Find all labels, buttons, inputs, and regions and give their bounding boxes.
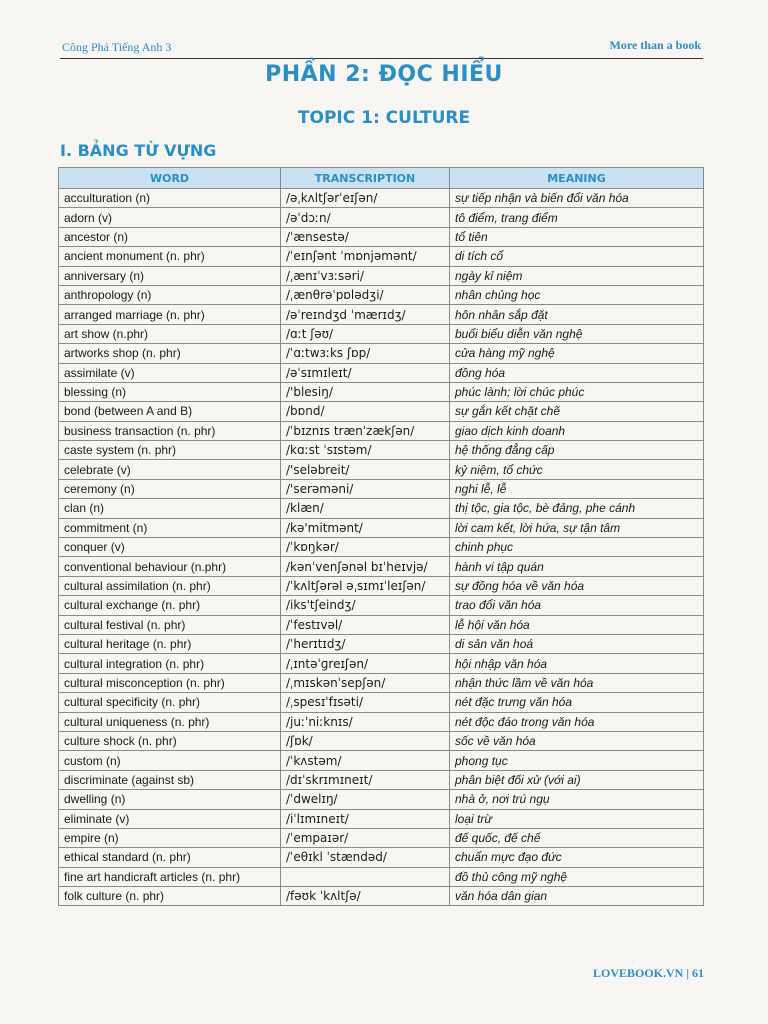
meaning-cell: đế quốc, đế chế xyxy=(450,828,704,847)
word-cell: ancestor (n) xyxy=(59,227,281,246)
transcription-cell: /ˌænθrəˈpɒlədʒi/ xyxy=(281,285,450,304)
transcription-cell: /ˈfestɪvəl/ xyxy=(281,615,450,634)
column-header-word: WORD xyxy=(59,168,281,189)
word-cell: cultural misconception (n. phr) xyxy=(59,673,281,692)
transcription-cell: /ˈdwelɪŋ/ xyxy=(281,790,450,809)
transcription-cell: /dɪˈskrɪmɪneɪt/ xyxy=(281,770,450,789)
meaning-cell: nét độc đáo trong văn hóa xyxy=(450,712,704,731)
section-title: I. BẢNG TỪ VỰNG xyxy=(60,141,217,160)
word-cell: cultural assimilation (n. phr) xyxy=(59,576,281,595)
table-row xyxy=(59,363,704,382)
transcription-cell: /ˈeɪnʃənt ˈmɒnjəmənt/ xyxy=(281,247,450,266)
word-cell: empire (n) xyxy=(59,828,281,847)
meaning-cell: nhận thức lầm về văn hóa xyxy=(450,673,704,692)
table-row xyxy=(59,227,704,246)
table-row xyxy=(59,770,704,789)
transcription-cell: /ˌspesɪˈfɪsəti/ xyxy=(281,693,450,712)
transcription-cell: /ˌænɪˈvɜːsəri/ xyxy=(281,266,450,285)
table-row xyxy=(59,848,704,867)
meaning-cell: sốc về văn hóa xyxy=(450,731,704,750)
table-row xyxy=(59,557,704,576)
book-title: Công Phá Tiếng Anh 3 xyxy=(62,40,172,54)
meaning-cell: phúc lành; lời chúc phúc xyxy=(450,382,704,401)
word-cell: cultural uniqueness (n. phr) xyxy=(59,712,281,731)
transcription-cell: /fəʊk ˈkʌltʃə/ xyxy=(281,887,450,906)
word-cell: cultural specificity (n. phr) xyxy=(59,693,281,712)
table-row xyxy=(59,460,704,479)
transcription-cell: /ˈherɪtɪdʒ/ xyxy=(281,634,450,653)
table-row xyxy=(59,441,704,460)
word-cell: dwelling (n) xyxy=(59,790,281,809)
table-row xyxy=(59,693,704,712)
transcription-cell: /iˈlɪmɪneɪt/ xyxy=(281,809,450,828)
table-row xyxy=(59,809,704,828)
meaning-cell: thị tộc, gia tộc, bè đảng, phe cánh xyxy=(450,499,704,518)
table-row xyxy=(59,247,704,266)
transcription-cell: /ˈkʌstəm/ xyxy=(281,751,450,770)
transcription-cell: /iks'tʃeindʒ/ xyxy=(281,596,450,615)
table-row xyxy=(59,615,704,634)
word-cell: cultural heritage (n. phr) xyxy=(59,634,281,653)
table-row xyxy=(59,421,704,440)
word-cell: bond (between A and B) xyxy=(59,402,281,421)
word-cell: conventional behaviour (n.phr) xyxy=(59,557,281,576)
column-header-meaning: MEANING xyxy=(450,168,704,189)
table-row xyxy=(59,479,704,498)
vocabulary-table xyxy=(58,167,704,906)
part-title: PHẦN 2: ĐỌC HIỂU xyxy=(265,62,503,87)
word-cell: caste system (n. phr) xyxy=(59,441,281,460)
transcription-cell: /juːˈniːknɪs/ xyxy=(281,712,450,731)
table-row xyxy=(59,189,704,208)
word-cell: conquer (v) xyxy=(59,538,281,557)
word-cell: adorn (v) xyxy=(59,208,281,227)
table-body xyxy=(59,189,704,906)
page-header xyxy=(60,38,703,59)
transcription-cell: /ˈempaɪər/ xyxy=(281,828,450,847)
word-cell: artworks shop (n. phr) xyxy=(59,344,281,363)
meaning-cell: kỷ niệm, tổ chức xyxy=(450,460,704,479)
transcription-cell: /'seləbreit/ xyxy=(281,460,450,479)
word-cell: custom (n) xyxy=(59,751,281,770)
transcription-cell: /'serəməni/ xyxy=(281,479,450,498)
table-row xyxy=(59,285,704,304)
word-cell: arranged marriage (n. phr) xyxy=(59,305,281,324)
word-cell: ceremony (n) xyxy=(59,479,281,498)
meaning-cell: hệ thống đẳng cấp xyxy=(450,441,704,460)
meaning-cell: nhân chủng học xyxy=(450,285,704,304)
meaning-cell: đồ thủ công mỹ nghệ xyxy=(450,867,704,886)
word-cell: anthropology (n) xyxy=(59,285,281,304)
transcription-cell: /ʃɒk/ xyxy=(281,731,450,750)
meaning-cell: nét đặc trưng văn hóa xyxy=(450,693,704,712)
transcription-cell: /kɑːst ˈsɪstəm/ xyxy=(281,441,450,460)
topic-title: TOPIC 1: CULTURE xyxy=(297,108,471,128)
transcription-cell: /'blesiŋ/ xyxy=(281,382,450,401)
transcription-cell: /ɑːt ʃəʊ/ xyxy=(281,324,450,343)
meaning-cell: hôn nhân sắp đặt xyxy=(450,305,704,324)
table-row xyxy=(59,828,704,847)
table-row xyxy=(59,634,704,653)
transcription-cell: /ˈbɪznɪs trænˈzækʃən/ xyxy=(281,421,450,440)
table-row xyxy=(59,344,704,363)
meaning-cell: chuẩn mực đạo đức xyxy=(450,848,704,867)
table-row xyxy=(59,208,704,227)
transcription-cell: /kə'mitmənt/ xyxy=(281,518,450,537)
transcription-cell: /bɒnd/ xyxy=(281,402,450,421)
table-row xyxy=(59,596,704,615)
transcription-cell: /ˈɑːtwɜːks ʃɒp/ xyxy=(281,344,450,363)
table-row xyxy=(59,402,704,421)
table-row xyxy=(59,654,704,673)
transcription-cell: /əˈsɪmɪleɪt/ xyxy=(281,363,450,382)
word-cell: celebrate (v) xyxy=(59,460,281,479)
table-row xyxy=(59,867,704,886)
meaning-cell: hành vi tập quán xyxy=(450,557,704,576)
table-row xyxy=(59,712,704,731)
transcription-cell: /ˈkɒŋkər/ xyxy=(281,538,450,557)
meaning-cell: trao đổi văn hóa xyxy=(450,596,704,615)
meaning-cell: tô điểm, trang điểm xyxy=(450,208,704,227)
transcription-cell: /ˌmɪskənˈsepʃən/ xyxy=(281,673,450,692)
meaning-cell: phân biệt đối xử (với ai) xyxy=(450,770,704,789)
transcription-cell: /ˈeθɪkl ˈstændəd/ xyxy=(281,848,450,867)
word-cell: clan (n) xyxy=(59,499,281,518)
word-cell: fine art handicraft articles (n. phr) xyxy=(59,867,281,886)
meaning-cell: loại trừ xyxy=(450,809,704,828)
word-cell: cultural festival (n. phr) xyxy=(59,615,281,634)
transcription-cell: /kənˈvenʃənəl bɪˈheɪvjə/ xyxy=(281,557,450,576)
word-cell: cultural exchange (n. phr) xyxy=(59,596,281,615)
meaning-cell: nhà ở, nơi trú ngụ xyxy=(450,790,704,809)
column-header-transcription: TRANSCRIPTION xyxy=(281,168,450,189)
word-cell: art show (n.phr) xyxy=(59,324,281,343)
word-cell: ethical standard (n. phr) xyxy=(59,848,281,867)
table-row xyxy=(59,518,704,537)
meaning-cell: di tích cổ xyxy=(450,247,704,266)
table-row xyxy=(59,382,704,401)
word-cell: culture shock (n. phr) xyxy=(59,731,281,750)
table-row xyxy=(59,790,704,809)
table-row xyxy=(59,751,704,770)
transcription-cell: /ˈkʌltʃərəl əˌsɪmɪˈleɪʃən/ xyxy=(281,576,450,595)
word-cell: folk culture (n. phr) xyxy=(59,887,281,906)
transcription-cell xyxy=(281,867,450,886)
transcription-cell: /ˌɪntəˈɡreɪʃən/ xyxy=(281,654,450,673)
word-cell: ancient monument (n. phr) xyxy=(59,247,281,266)
meaning-cell: chinh phục xyxy=(450,538,704,557)
table-row xyxy=(59,673,704,692)
table-row xyxy=(59,576,704,595)
table-row xyxy=(59,731,704,750)
meaning-cell: ngày kỉ niệm xyxy=(450,266,704,285)
meaning-cell: lễ hội văn hóa xyxy=(450,615,704,634)
meaning-cell: sự tiếp nhận và biến đổi văn hóa xyxy=(450,189,704,208)
word-cell: anniversary (n) xyxy=(59,266,281,285)
meaning-cell: văn hóa dân gian xyxy=(450,887,704,906)
transcription-cell: /əˈreɪndʒd ˈmærɪdʒ/ xyxy=(281,305,450,324)
transcription-cell: /əˈdɔːn/ xyxy=(281,208,450,227)
word-cell: acculturation (n) xyxy=(59,189,281,208)
table-row xyxy=(59,266,704,285)
meaning-cell: nghi lễ, lễ xyxy=(450,479,704,498)
table-header-row xyxy=(59,168,704,189)
table-row xyxy=(59,305,704,324)
meaning-cell: giao dịch kinh doanh xyxy=(450,421,704,440)
page-footer: LOVEBOOK.VN | 61 xyxy=(593,966,704,980)
meaning-cell: di sản văn hoá xyxy=(450,634,704,653)
word-cell: discriminate (against sb) xyxy=(59,770,281,789)
meaning-cell: sự đồng hóa về văn hóa xyxy=(450,576,704,595)
transcription-cell: /ˈænsestə/ xyxy=(281,227,450,246)
meaning-cell: sự gắn kết chặt chẽ xyxy=(450,402,704,421)
meaning-cell: tổ tiên xyxy=(450,227,704,246)
word-cell: cultural integration (n. phr) xyxy=(59,654,281,673)
table-row xyxy=(59,538,704,557)
book-slogan: More than a book xyxy=(609,38,701,52)
meaning-cell: buổi biểu diễn văn nghệ xyxy=(450,324,704,343)
word-cell: blessing (n) xyxy=(59,382,281,401)
table-row xyxy=(59,324,704,343)
meaning-cell: đồng hóa xyxy=(450,363,704,382)
transcription-cell: /klæn/ xyxy=(281,499,450,518)
word-cell: eliminate (v) xyxy=(59,809,281,828)
word-cell: business transaction (n. phr) xyxy=(59,421,281,440)
table-row xyxy=(59,499,704,518)
table-row xyxy=(59,887,704,906)
word-cell: commitment (n) xyxy=(59,518,281,537)
meaning-cell: phong tục xyxy=(450,751,704,770)
meaning-cell: hội nhập văn hóa xyxy=(450,654,704,673)
meaning-cell: cửa hàng mỹ nghệ xyxy=(450,344,704,363)
meaning-cell: lời cam kết, lời hứa, sự tận tâm xyxy=(450,518,704,537)
transcription-cell: /əˌkʌltʃərˈeɪʃən/ xyxy=(281,189,450,208)
word-cell: assimilate (v) xyxy=(59,363,281,382)
